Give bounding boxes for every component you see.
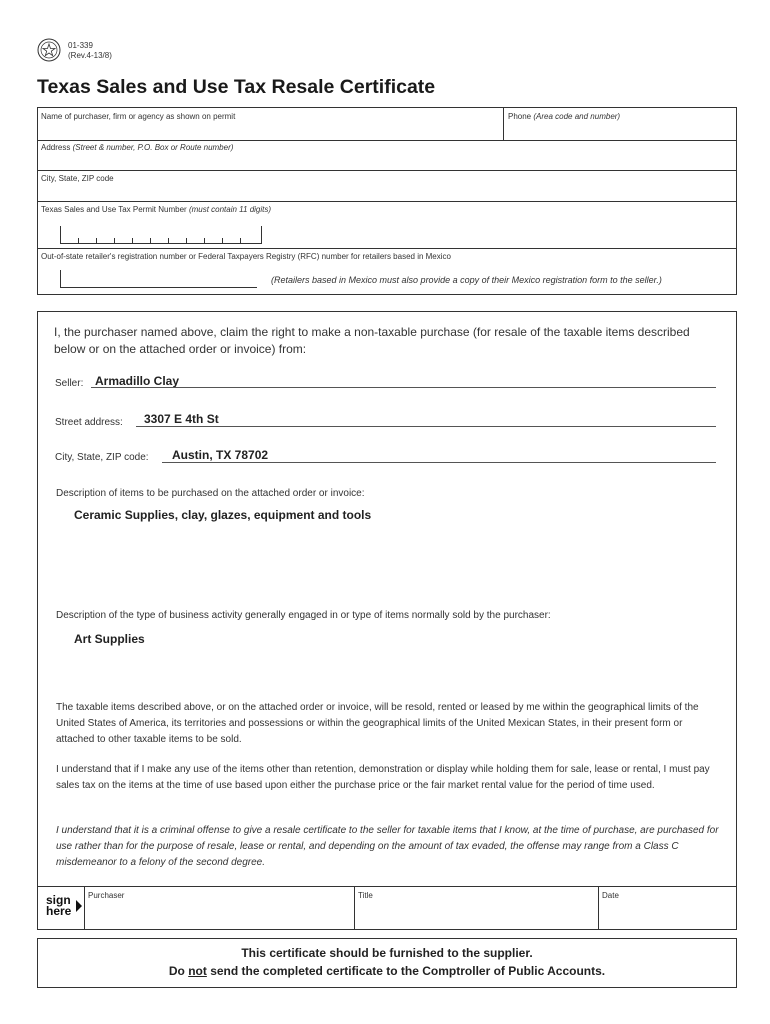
date-label: Date <box>602 891 619 900</box>
permit-digit-tick <box>132 238 133 243</box>
phone-label <box>508 112 620 121</box>
row-divider-4 <box>38 248 736 249</box>
row-divider-1 <box>38 140 736 141</box>
seller-value[interactable]: Armadillo Clay <box>95 374 180 388</box>
street-value[interactable]: 3307 E 4th St <box>144 412 219 426</box>
address-label-text: Address <box>41 143 71 152</box>
permit-digit-tick <box>186 238 187 243</box>
street-underline <box>136 426 716 427</box>
city-label: City, State, ZIP code <box>41 174 114 183</box>
sign-here-arrow-icon <box>76 900 82 912</box>
permit-digit-tick <box>96 238 97 243</box>
phone-hint: (Area code and number) <box>533 112 621 121</box>
footer-notice-box <box>37 938 737 988</box>
permit-digit-tick <box>204 238 205 243</box>
permit-label-text: Texas Sales and Use Tax Permit Number <box>41 205 187 214</box>
phone-label-text: Phone <box>508 112 532 121</box>
sign-word: sign <box>46 893 71 907</box>
here-word: here <box>46 904 72 918</box>
city-state-zip-value[interactable]: Austin, TX 78702 <box>172 448 269 462</box>
date-divider <box>598 887 599 929</box>
row-divider-2 <box>38 170 736 171</box>
seller-label: Seller: <box>55 378 84 389</box>
permit-digit-tick <box>240 238 241 243</box>
sign-divider <box>84 887 85 929</box>
items-value[interactable]: Ceramic Supplies, clay, glazes, equipment and tools <box>74 508 372 522</box>
footer-line-2-pre: Do <box>168 964 189 978</box>
claim-statement: I, the purchaser named above, claim the right to make a non-taxable purchase (for resale of the taxable items described below or on the attached order or invoice) from: <box>54 325 690 356</box>
claim-box <box>37 311 737 930</box>
form-number: 01-339 <box>68 41 93 50</box>
city-underline <box>162 462 716 463</box>
permit-hint: (must contain 11 digits) <box>188 205 272 214</box>
address-label <box>41 143 233 152</box>
purchaser-info-box <box>37 107 737 295</box>
permit-digit-tick <box>78 238 79 243</box>
permit-number-field[interactable] <box>60 226 262 244</box>
permit-digit-tick <box>222 238 223 243</box>
business-label: Description of the type of business activity generally engaged in or type of items normally sold by the purchaser: <box>56 610 551 621</box>
street-label: Street address: <box>55 417 123 428</box>
purchaser-signature-label: Purchaser <box>88 891 125 900</box>
footer-line-2-post: send the completed certificate to the Comptroller of Public Accounts. <box>206 964 606 978</box>
permit-digit-tick <box>114 238 115 243</box>
page-title: Texas Sales and Use Tax Resale Certificate <box>37 76 436 98</box>
form-number-block <box>60 41 112 61</box>
permit-digit-tick <box>150 238 151 243</box>
footer-line-1: This certificate should be furnished to the supplier. <box>241 946 533 960</box>
footer-not-emphasis: not <box>188 964 207 978</box>
sign-here-label <box>46 895 71 917</box>
form-revision: (Rev.4-13/8) <box>68 51 112 60</box>
signature-row <box>38 886 736 929</box>
business-value[interactable]: Art Supplies <box>74 632 145 646</box>
address-hint: (Street & number, P.O. Box or Route number) <box>72 143 234 152</box>
use-tax-statement: I understand that if I make any use of the items other than retention, demonstration or display while holding them for sale, lease or rental, I must pay sales tax on the items at the time of use based upon either the purchase price or the fair market rental value for the period of time used. <box>56 764 710 791</box>
purchaser-name-label: Name of purchaser, firm or agency as shown on permit <box>41 112 236 121</box>
criminal-offense-statement: I understand that it is a criminal offense to give a resale certificate to the seller for taxable items that I know, at the time of purchase, are purchased for use rather than for the purpose of resale, lease or rental, and depending on the amount of tax evaded, the offense may range from a Class C misdemeanor to a felony of the second degree. <box>56 825 719 868</box>
rfc-note: (Retailers based in Mexico must also provide a copy of their Mexico registration form to the seller.) <box>271 275 662 285</box>
texas-seal-icon <box>37 38 61 62</box>
seller-underline <box>91 387 716 388</box>
name-phone-divider <box>503 108 504 140</box>
permit-digit-tick <box>168 238 169 243</box>
title-divider <box>354 887 355 929</box>
rfc-label: Out-of-state retailer's registration number or Federal Taxpayers Registry (RFC) number for retailers based in Mexico <box>41 252 451 261</box>
items-label: Description of items to be purchased on the attached order or invoice: <box>56 488 365 499</box>
permit-label <box>41 205 271 214</box>
footer-line-2 <box>38 964 736 978</box>
row-divider-3 <box>38 201 736 202</box>
title-label: Title <box>358 891 373 900</box>
city-state-zip-label: City, State, ZIP code: <box>55 452 149 463</box>
rfc-number-field[interactable] <box>60 270 257 288</box>
resale-statement: The taxable items described above, or on the attached order or invoice, will be resold, rented or leased by me within the geographical limits of the United States of America, its territories and possessions or within the geographical limits of the United Mexican States, in their present form or attached to other taxable items to be sold. <box>56 702 699 745</box>
